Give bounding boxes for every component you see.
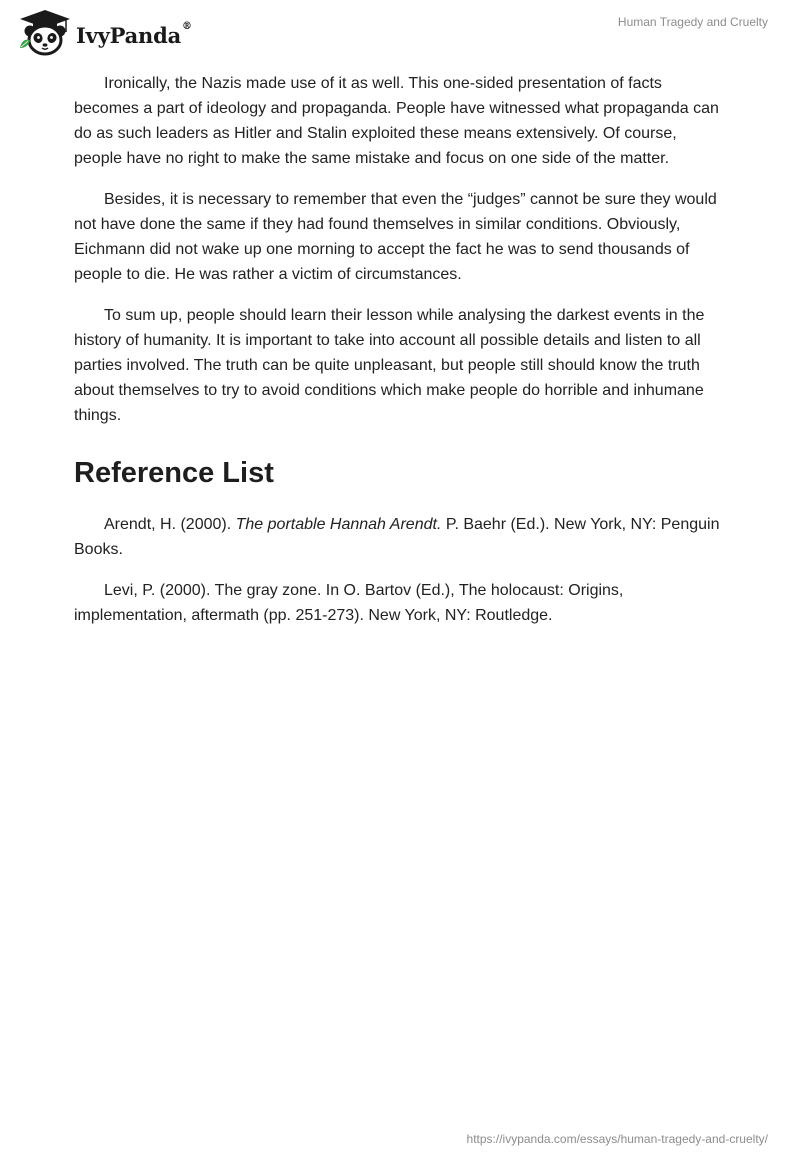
page-header xyxy=(0,0,800,60)
reference-item xyxy=(74,578,724,628)
reference-text: Arendt, H. (2000). xyxy=(104,516,236,533)
source-url-link[interactable]: https://ivypanda.com/essays/human-tragedy-and-cruelty/ xyxy=(466,1132,768,1146)
panda-graduate-icon xyxy=(16,8,74,56)
reference-list-heading: Reference List xyxy=(74,457,274,489)
reference-text: Levi, P. (2000). The gray zone. In O. Bartov (Ed.), The holocaust: Origins, implementation, aftermath (pp. 251-273). New York, NY: Routledge. xyxy=(74,582,624,624)
running-title: Human Tragedy and Cruelty xyxy=(617,15,768,29)
ivypanda-logo[interactable] xyxy=(16,8,192,56)
essay-content xyxy=(74,71,724,644)
reference-text: P. Baehr (Ed.). New York, NY: Penguin Books. xyxy=(74,516,720,558)
registered-mark: ® xyxy=(182,20,192,32)
body-paragraph: Besides, it is necessary to remember that even the “judges” cannot be sure they would not have done the same if they had found themselves in similar conditions. Obviously, Eichmann did not wake up one morning to accept the fact he was to send thousands of people to die. He was rather a victim of circumstances. xyxy=(74,191,717,283)
logo-wordmark: IvyPanda® xyxy=(76,20,192,48)
body-paragraph: To sum up, people should learn their lesson while analysing the darkest events in the history of humanity. It is important to take into account all possible details and listen to all parties involved. The truth can be quite unpleasant, but people still should know the truth about themselves to try to avoid conditions which make people do horrible and inhumane things. xyxy=(74,307,705,424)
reference-title: The portable Hannah Arendt. xyxy=(235,516,442,533)
reference-item xyxy=(74,512,724,562)
body-paragraph: Ironically, the Nazis made use of it as well. This one-sided presentation of facts becomes a part of ideology and propaganda. People have witnessed what propaganda can do as such leaders as Hitler and Stalin exploited these means extensively. Of course, people have no right to make the same mistake and focus on one side of the matter. xyxy=(74,75,719,167)
